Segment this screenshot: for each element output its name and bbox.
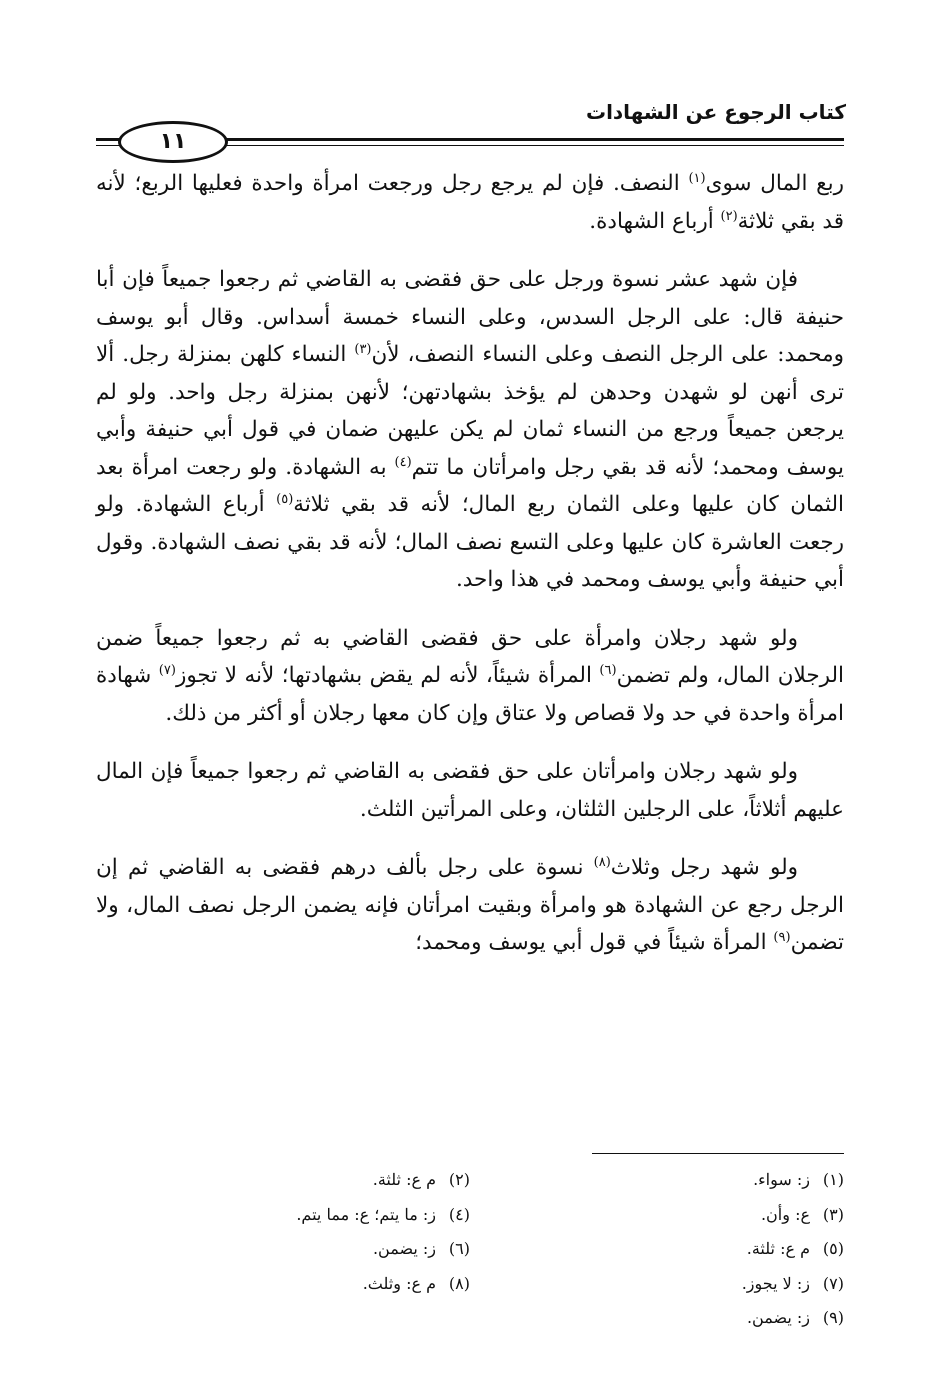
paragraph-3 (96, 620, 844, 733)
text-run: أرباع الشهادة. ولو رجعت العاشرة كان عليها وعلى التسع نصف المال؛ لأنه قد بقي نصف الشهادة. وقول أبي حنيفة وأبي يوسف ومحمد في هذا واحد. (96, 492, 844, 592)
paragraph-4 (96, 753, 844, 828)
footnote-text: ز: لا يجوز. (741, 1273, 810, 1293)
footnote-ref: (٢) (720, 208, 738, 224)
text-run: شهادة امرأة واحدة في حد ولا قصاص ولا عتاق وإن كان معها رجلان أو أكثر من ذلك. (96, 663, 844, 726)
footnote-number: (١) (822, 1170, 844, 1189)
running-title: كتاب الرجوع عن الشهادات (585, 100, 846, 124)
footnote-item (96, 1163, 470, 1198)
text-run: ولو شهد رجل وثلاث (610, 855, 798, 880)
text-run: ولو شهد رجلان وامرأة على حق فقضى القاضي به ثم رجعوا جميعاً ضمن الرجلان المال، ولم تضمن (96, 625, 845, 688)
text-run: ولو شهد رجلان وامرأتان على حق فقضى به القاضي ثم رجعوا جميعاً فإن المال عليهم أثلاثاً، على الرجلين الثلثان، وعلى المرأتين الثلث. (96, 759, 844, 822)
footnote-ref: (٩) (773, 929, 791, 945)
text-run: فإن شهد عشر نسوة ورجل على حق فقضى به القاضي ثم رجعوا جميعاً فإن أبا حنيفة قال: على الرجل السدس، وعلى النساء خمسة أسداس. وقال أبو يوسف ومحمد: على الرجل النصف وعلى النساء النصف، لأن (96, 267, 844, 367)
footnote-ref: (٣) (354, 341, 372, 357)
footnote-item (470, 1301, 844, 1336)
text-run: المرأة شيئاً، لأنه لم يقض بشهادتها؛ لأنه لا تجوز (175, 663, 600, 688)
text-run: أرباع الشهادة. (589, 208, 721, 234)
footnote-number: (٥) (822, 1239, 844, 1258)
paragraph-1 (96, 165, 844, 240)
footnote-text: م ع: وثلث. (362, 1273, 436, 1293)
footnote-text: ز: ما يتم؛ ع: مما يتم. (296, 1204, 436, 1224)
footnote-number: (٢) (448, 1170, 470, 1189)
main-text (96, 165, 844, 983)
footnote-item (96, 1198, 470, 1233)
page-number: ١١ (118, 121, 228, 163)
footnote-text: ز: سواء. (753, 1170, 810, 1189)
paragraph-5 (96, 849, 844, 962)
footnote-item (470, 1198, 844, 1233)
footnotes (96, 1163, 844, 1336)
footnote-number: (٨) (448, 1273, 470, 1293)
footnote-item (96, 1232, 470, 1267)
footnote-row (96, 1163, 844, 1198)
footnote-number: (٤) (448, 1204, 470, 1224)
footnote-text: ز: يضمن. (372, 1239, 436, 1258)
footnote-row (96, 1301, 844, 1336)
footnote-text: م ع: ثلثة. (372, 1170, 436, 1189)
footnote-ref: (٤) (394, 454, 412, 470)
footnote-item (470, 1232, 844, 1267)
footnote-item (470, 1267, 844, 1302)
text-run: النصف. فإن لم يرجع رجل ورجعت امرأة واحدة فعليها الربع؛ لأنه قد بقي ثلاثة (96, 171, 844, 234)
text-run: ربع المال سوى (705, 171, 844, 196)
footnote-number: (٩) (822, 1308, 844, 1327)
footnote-row (96, 1267, 844, 1302)
footnote-row (96, 1232, 844, 1267)
footnote-ref: (٨) (593, 854, 611, 870)
footnote-separator (592, 1153, 844, 1154)
footnote-number: (٧) (822, 1273, 844, 1293)
footnote-text: م ع: ثلثة. (746, 1239, 810, 1258)
footnote-number: (٣) (822, 1204, 844, 1224)
text-run: به الشهادة. ولو رجعت امرأة بعد الثمان كان عليها وعلى الثمان ربع المال؛ لأنه قد بقي ثلاثة (96, 454, 844, 517)
text-run: النساء كلهن بمنزلة رجل. ألا ترى أنهن لو شهدن وحدهن لم يؤخذ بشهادتهن؛ لأنهن بمنزلة رجل واحد. ولو لم يرجعن جميعاً ورجع من النساء ثمان لم يكن عليهن ضمان في قول أبي حنيفة وأبي يوسف ومحمد؛ لأنه قد بقي رجل وامرأتان ما تتم (96, 342, 844, 480)
text-run: المرأة شيئاً في قول أبي يوسف ومحمد؛ (415, 930, 774, 955)
footnote-ref: (٧) (158, 662, 176, 678)
footnote-row (96, 1198, 844, 1233)
paragraph-2 (96, 261, 844, 599)
footnote-ref: (١) (688, 170, 706, 186)
footnote-number: (٦) (448, 1239, 470, 1258)
footnote-ref: (٦) (599, 662, 617, 678)
footnote-text: ع: وأن. (760, 1204, 810, 1224)
footnote-ref: (٥) (276, 491, 294, 507)
footnote-item (96, 1267, 470, 1302)
text-run: نسوة على رجل بألف درهم فقضى به القاضي ثم إن الرجل رجع عن الشهادة هو وامرأة وبقيت امرأتان فإنه يضمن الرجل نصف المال، ولا تضمن (96, 855, 844, 955)
footnote-text: ز: يضمن. (746, 1308, 810, 1327)
footnote-item (470, 1163, 844, 1198)
